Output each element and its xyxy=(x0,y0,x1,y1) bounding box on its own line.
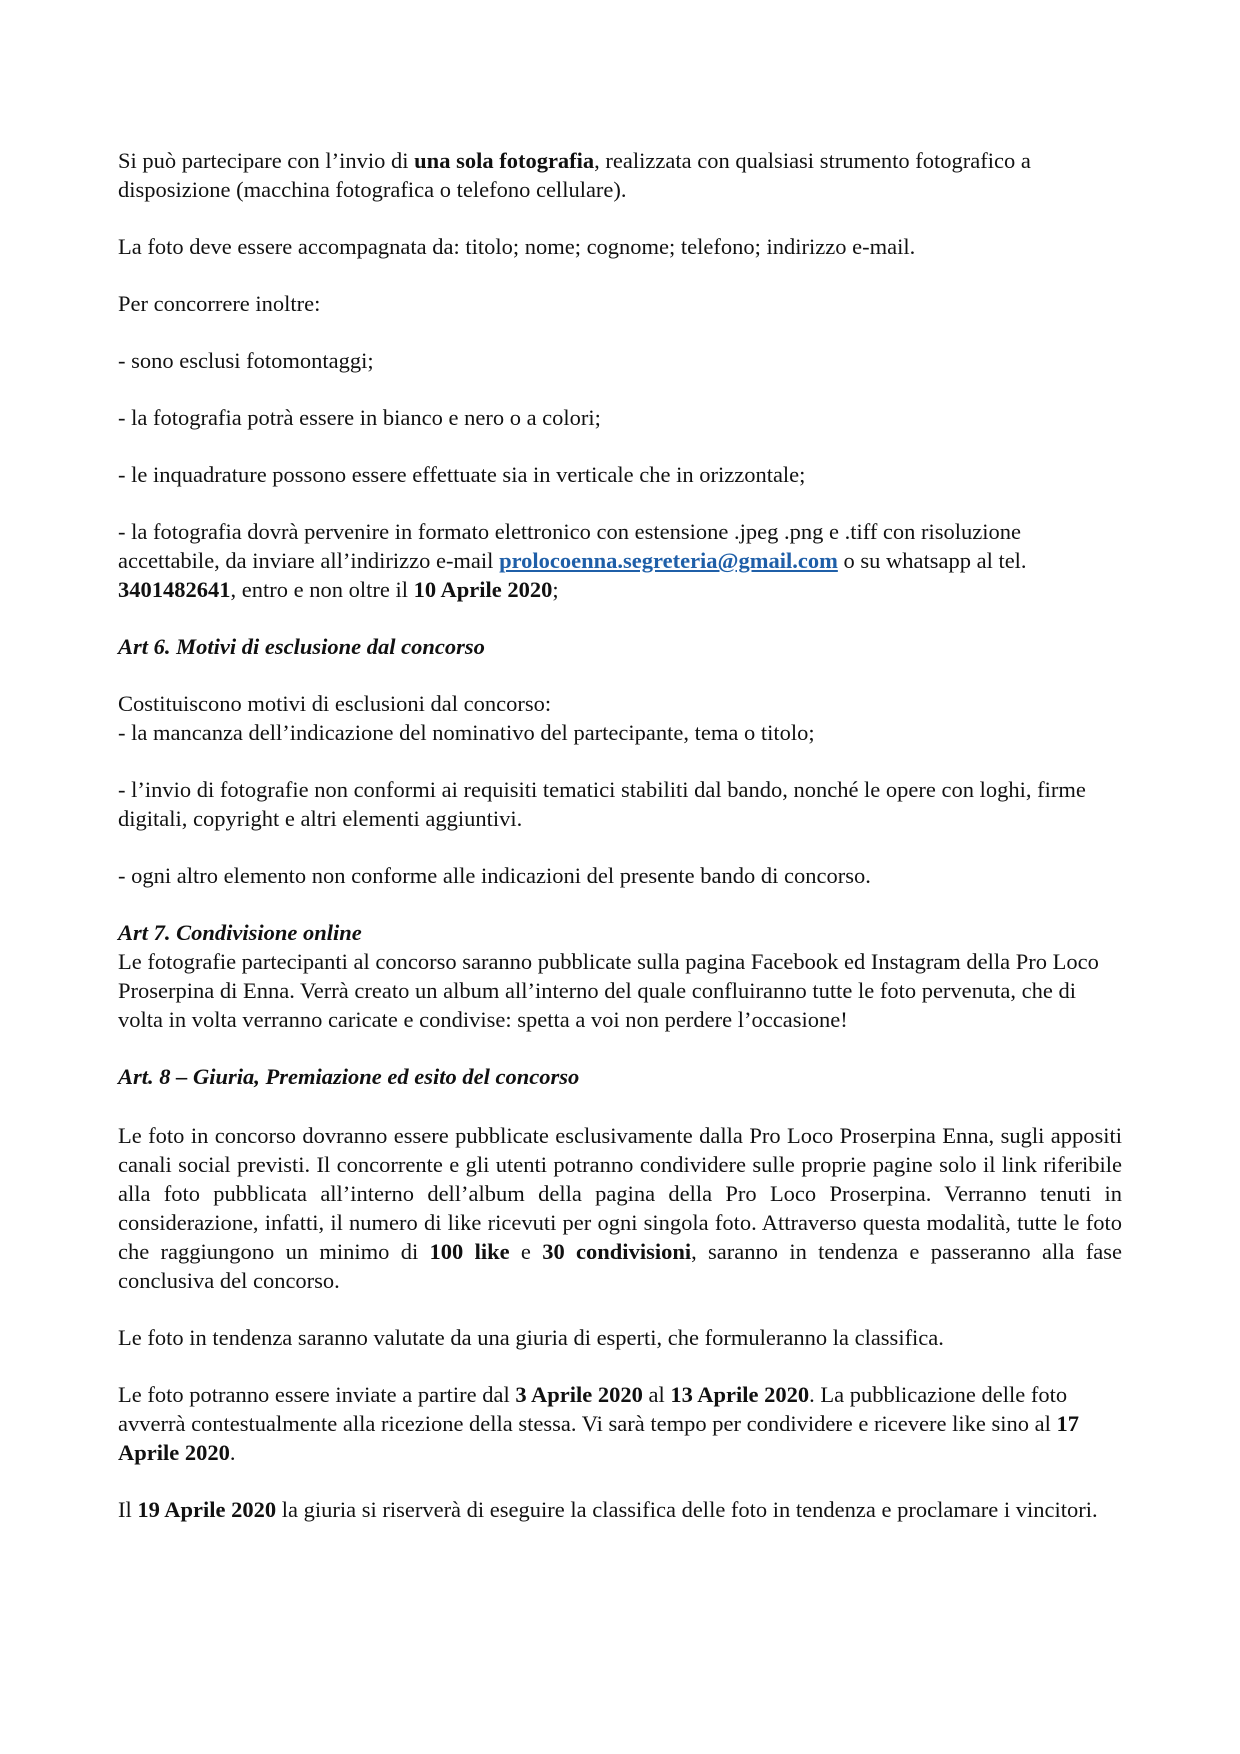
likes-threshold: 100 like xyxy=(429,1239,510,1264)
art8-text: la giuria si riserverà di eseguire la classifica delle foto in tendenza e proclamare i vincitori. xyxy=(276,1497,1098,1522)
start-date: 3 Aprile 2020 xyxy=(515,1382,643,1407)
art8-text: Le foto in concorso dovranno essere pubblicate esclusivamente dalla Pro Loco Proserpina Enna, sugli appositi canali social previsti. Il concorrente e gli utenti potranno condividere sulle proprie pagine solo il link riferibile alla foto pubblicata all’interno dell’album della pagina della Pro Loco Proserpina. Verranno tenuti in considerazione, infatti, il numero di like ricevuti per ogni singola foto. Attraverso questa modalità, tutte le foto che raggiungono un minimo di xyxy=(118,1123,1122,1264)
end-date: 13 Aprile 2020 xyxy=(670,1382,810,1407)
rule-item-bw-or-color: - la fotografia potrà essere in bianco e nero o a colori; xyxy=(118,405,601,430)
art8-paragraph-ranking xyxy=(118,1495,1122,1524)
email-link[interactable]: prolocoenna.segreteria@gmail.com xyxy=(499,548,838,573)
art8-text: Le foto potranno essere inviate a partire dal xyxy=(118,1382,516,1407)
art6-item-nonconforming: - l’invio di fotografie non conformi ai requisiti tematici stabiliti dal bando, nonché le opere con loghi, firme digitali, copyright e altri elementi aggiuntivi. xyxy=(118,777,1086,831)
intro-paragraph-single-photo xyxy=(118,146,1122,204)
document-body xyxy=(118,146,1122,1552)
one-photo-emphasis: una sola fotografia xyxy=(414,148,595,173)
art8-text: , saranno in tendenza e passeranno alla fase conclusiva del concorso. xyxy=(118,1239,1122,1293)
art8-text: e xyxy=(509,1239,543,1264)
art8-text: Il xyxy=(118,1497,138,1522)
art8-text: . La pubblicazione delle foto avverrà contestualmente alla ricezione della stessa. Vi sarà tempo per condividere e ricevere like sino al xyxy=(118,1382,1068,1436)
rule-text: , entro e non oltre il xyxy=(230,577,414,602)
intro-text: , realizzata con qualsiasi strumento fotografico a disposizione (macchina fotografica o telefono cellulare). xyxy=(118,148,1031,202)
art8-heading: Art. 8 – Giuria, Premiazione ed esito del concorso xyxy=(118,1064,580,1089)
art6-item-missing-name: - la mancanza dell’indicazione del nominativo del partecipante, tema o titolo; xyxy=(118,720,815,745)
art7-heading: Art 7. Condivisione online xyxy=(118,920,362,945)
rule-item-submission-format xyxy=(118,517,1122,604)
rule-item-orientation: - le inquadrature possono essere effettuate sia in verticale che in orizzontale; xyxy=(118,462,806,487)
art8-text: . xyxy=(229,1440,236,1465)
art8-paragraph-jury: Le foto in tendenza saranno valutate da una giuria di esperti, che formuleranno la classifica. xyxy=(118,1325,944,1350)
shares-threshold: 30 condivisioni xyxy=(542,1239,692,1264)
art7-body: Le fotografie partecipanti al concorso saranno pubblicate sulla pagina Facebook ed Instagram della Pro Loco Proserpina di Enna. Verrà creato un album all’interno del quale confluiranno tutte le foto pervenuta, che di volta in volta verranno caricate e condivise: spetta a voi non perdere l’occasione! xyxy=(118,949,1099,1032)
art6-lead: Costituiscono motivi di esclusioni dal concorso: xyxy=(118,691,552,716)
phone-number: 3401482641 xyxy=(118,577,231,602)
art6-item-other: - ogni altro elemento non conforme alle indicazioni del presente bando di concorso. xyxy=(118,863,871,888)
deadline-date: 10 Aprile 2020 xyxy=(413,577,553,602)
likes-deadline-date: 17 Aprile 2020 xyxy=(118,1411,1079,1465)
intro-paragraph-required-info: La foto deve essere accompagnata da: titolo; nome; cognome; telefono; indirizzo e-mail. xyxy=(118,234,916,259)
rule-text: - la fotografia dovrà pervenire in formato elettronico con estensione .jpeg .png e .tiff con risoluzione accettabile, da inviare all’indirizzo e-mail xyxy=(118,519,1022,573)
intro-text: Si può partecipare con l’invio di xyxy=(118,148,415,173)
art6-heading: Art 6. Motivi di esclusione dal concorso xyxy=(118,634,485,659)
intro-paragraph-conditions: Per concorrere inoltre: xyxy=(118,291,321,316)
rule-text: o su whatsapp al tel. xyxy=(837,548,1027,573)
rule-text: ; xyxy=(552,577,559,602)
art8-paragraph-publication xyxy=(118,1121,1122,1295)
art8-text: al xyxy=(642,1382,671,1407)
art8-paragraph-dates xyxy=(118,1380,1122,1467)
rule-item-no-photomontage: - sono esclusi fotomontaggi; xyxy=(118,348,374,373)
ranking-date: 19 Aprile 2020 xyxy=(137,1497,277,1522)
